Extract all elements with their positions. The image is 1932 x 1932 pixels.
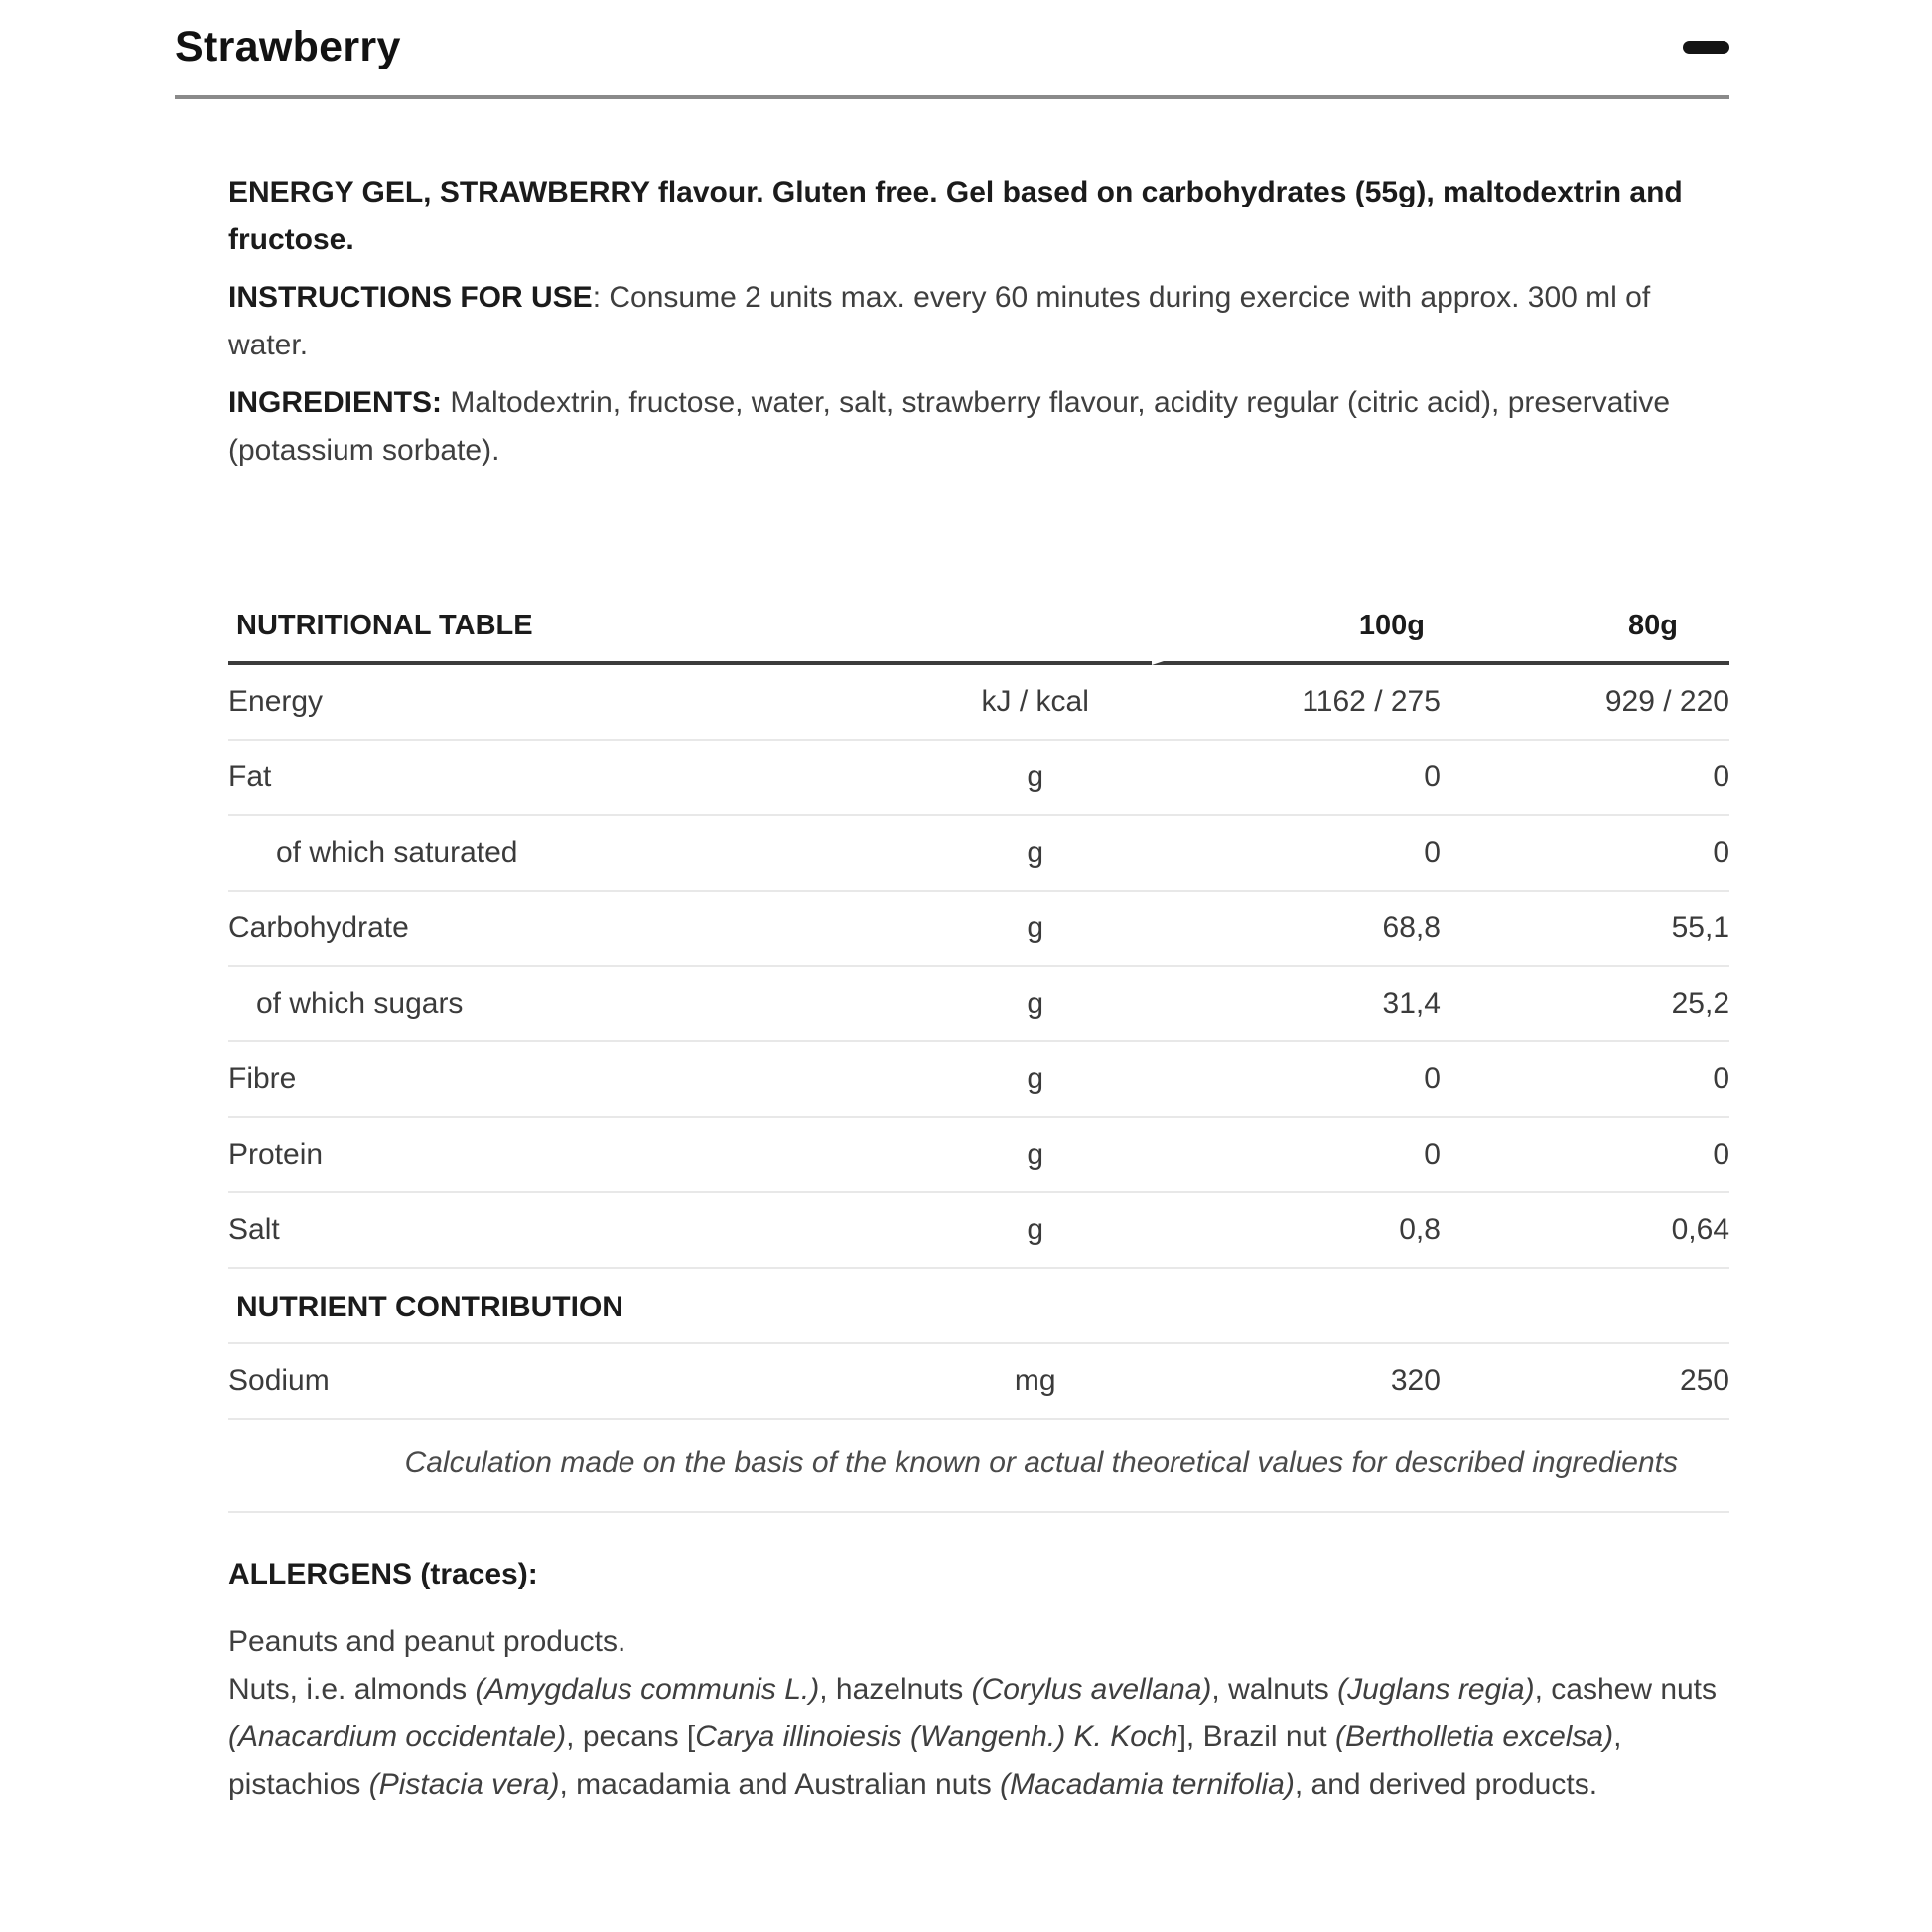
ingredients-text: Maltodextrin, fructose, water, salt, strawberry flavour, acidity regular (citric acid), preservative (potassium sorbate). — [228, 386, 1671, 467]
nutrient-value-100g: 0 — [1152, 816, 1441, 892]
column-header-100g: 100g — [1152, 610, 1441, 665]
nutrient-value-100g: 0 — [1152, 1118, 1441, 1193]
nutrient-unit: kJ / kcal — [919, 665, 1152, 741]
allergens-heading: ALLERGENS (traces): — [228, 1558, 538, 1590]
ingredients-label: INGREDIENTS: — [228, 386, 443, 419]
nutrient-value-100g: 0 — [1152, 1042, 1441, 1118]
table-footnote: Calculation made on the basis of the known or actual theoretical values for described ingredients — [404, 1447, 1678, 1479]
nutrient-unit: g — [919, 1118, 1152, 1193]
nutrient-name: Fibre — [228, 1042, 919, 1118]
nutrient-value-80g: 0 — [1441, 1118, 1729, 1193]
nutrient-value-80g: 0,64 — [1441, 1193, 1729, 1269]
nutrient-value-80g: 0 — [1441, 741, 1729, 816]
table-row — [228, 1193, 1729, 1269]
nutrient-value-80g: 25,2 — [1441, 967, 1729, 1042]
allergens-paragraph — [228, 1618, 1729, 1809]
nutritional-table — [228, 610, 1729, 1513]
nutrient-value-80g: 0 — [1441, 816, 1729, 892]
ingredients-paragraph — [228, 379, 1729, 475]
product-description: ENERGY GEL, STRAWBERRY flavour. Gluten free. Gel based on carbohydrates (55g), maltodextrin and fructose. — [228, 176, 1683, 256]
table-row — [228, 665, 1729, 741]
column-header-80g: 80g — [1441, 610, 1729, 665]
table-row — [228, 892, 1729, 967]
table-row — [228, 1042, 1729, 1118]
nutrient-unit: mg — [919, 1344, 1152, 1420]
nutrient-value-100g: 0 — [1152, 741, 1441, 816]
nutrient-unit: g — [919, 816, 1152, 892]
table-header-row — [228, 610, 1729, 665]
accordion-content — [228, 99, 1729, 1809]
table-section-row — [228, 1269, 1729, 1344]
allergens-intro-line: Peanuts and peanut products. — [228, 1625, 626, 1658]
nutrient-name: Energy — [228, 665, 919, 741]
table-row — [228, 816, 1729, 892]
nutrient-name: Sodium — [228, 1344, 919, 1420]
nutrient-value-80g: 55,1 — [1441, 892, 1729, 967]
nutrient-name: Protein — [228, 1118, 919, 1193]
nutrient-value-80g: 929 / 220 — [1441, 665, 1729, 741]
nutrient-value-80g: 250 — [1441, 1344, 1729, 1420]
nutrient-name: Carbohydrate — [228, 892, 919, 967]
table-note-row — [228, 1420, 1729, 1513]
table-row — [228, 1344, 1729, 1420]
nutrient-value-100g: 31,4 — [1152, 967, 1441, 1042]
nutrient-value-100g: 0,8 — [1152, 1193, 1441, 1269]
nutrient-value-100g: 1162 / 275 — [1152, 665, 1441, 741]
nutrient-unit: g — [919, 1193, 1152, 1269]
nutrient-unit: g — [919, 967, 1152, 1042]
nutrient-name: of which sugars — [228, 967, 919, 1042]
nutrient-value-100g: 320 — [1152, 1344, 1441, 1420]
table-title: NUTRITIONAL TABLE — [228, 610, 1152, 665]
instructions-text: : Consume 2 units max. every 60 minutes during exercice with approx. 300 ml of water. — [228, 281, 1651, 361]
nutrient-unit: g — [919, 1042, 1152, 1118]
nutrient-name: Fat — [228, 741, 919, 816]
nutrient-unit: g — [919, 892, 1152, 967]
nutrient-unit: g — [919, 741, 1152, 816]
table-row — [228, 1118, 1729, 1193]
nutrient-value-100g: 68,8 — [1152, 892, 1441, 967]
nutrient-name: Salt — [228, 1193, 919, 1269]
accordion-title: Strawberry — [175, 23, 401, 70]
accordion-header[interactable] — [175, 14, 1729, 71]
table-row — [228, 967, 1729, 1042]
collapse-button[interactable] — [1683, 31, 1729, 64]
nutrient-value-80g: 0 — [1441, 1042, 1729, 1118]
nutrient-name: of which saturated — [228, 816, 919, 892]
instructions-paragraph — [228, 274, 1729, 369]
table-row — [228, 741, 1729, 816]
minus-icon — [1683, 41, 1729, 54]
instructions-label: INSTRUCTIONS FOR USE — [228, 281, 593, 314]
allergens-nuts-line: Nuts, i.e. almonds (Amygdalus communis L.), hazelnuts (Corylus avellana), walnuts (Juglans regia), cashew nuts (Anacardium occidentale), pecans [Carya illinoiesis (Wangenh.) K. Koch], Brazil nut (Bertholletia excelsa), pistachios (Pistacia vera), macadamia and Australian nuts (Macadamia ternifolia), and derived products. — [228, 1673, 1718, 1801]
nutrient-contribution-header: NUTRIENT CONTRIBUTION — [228, 1269, 1729, 1344]
